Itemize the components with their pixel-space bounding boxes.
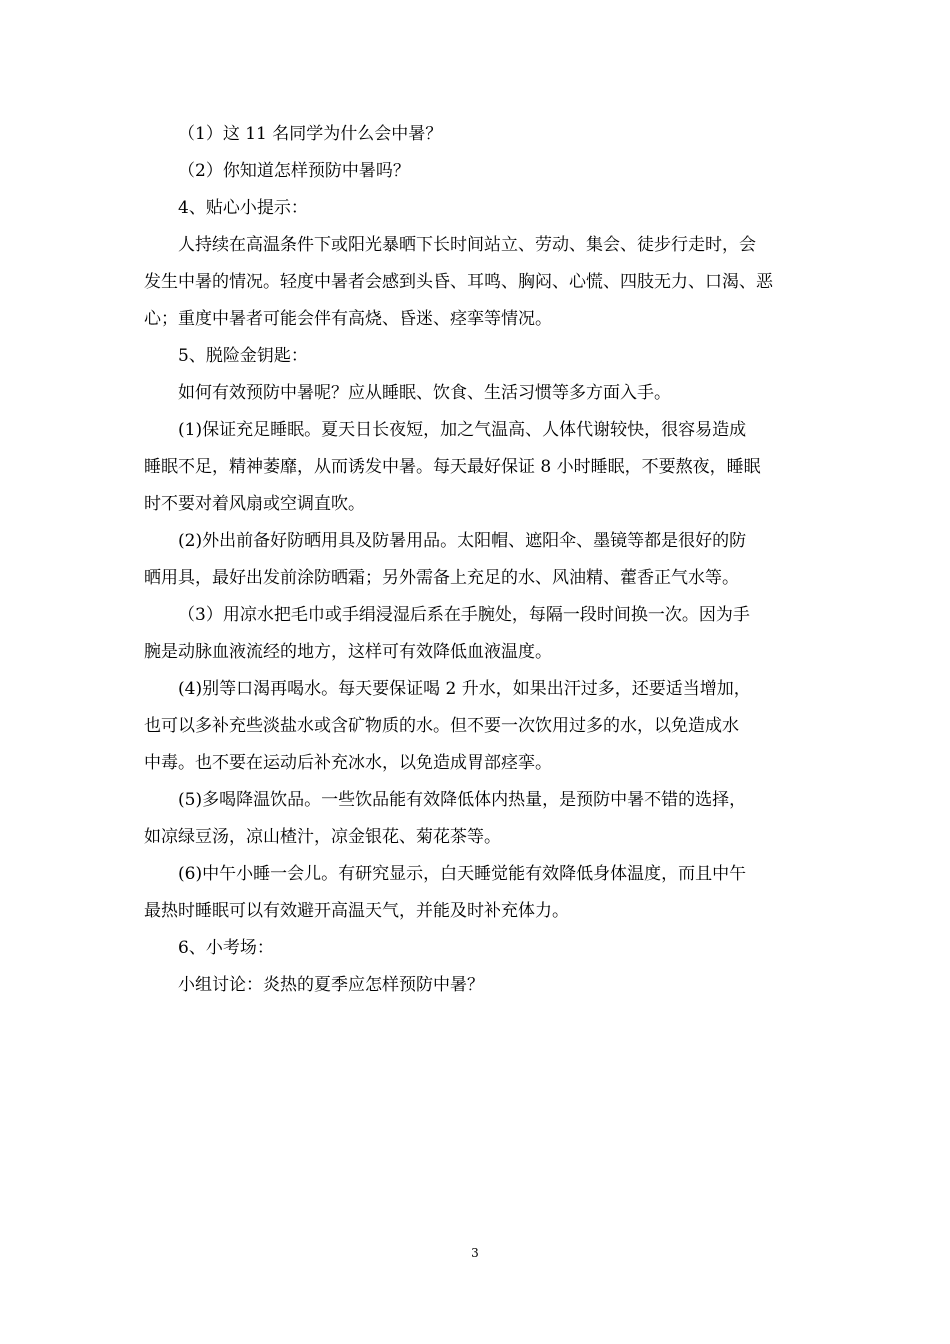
prevention-intro: 如何有效预防中暑呢？应从睡眠、饮食、生活习惯等多方面入手。 bbox=[178, 383, 671, 403]
discussion-prompt: 小组讨论：炎热的夏季应怎样预防中暑？ bbox=[178, 975, 484, 995]
prevention-item-6: (6)中午小睡一会儿。有研究显示，白天睡觉能有效降低身体温度，而且中午 最热时睡眠可以有效避开高温天气，并能及时补充体力。 bbox=[144, 864, 747, 921]
section-5-heading: 5、脱险金钥匙： bbox=[178, 346, 308, 366]
section-6-heading: 6、小考场： bbox=[178, 938, 274, 958]
page-number: 3 bbox=[471, 1246, 479, 1260]
question-2: （2）你知道怎样预防中暑吗？ bbox=[178, 161, 410, 181]
prevention-item-2: (2)外出前备好防晒用具及防暑用品。太阳帽、遮阳伞、墨镜等都是很好的防 晒用具，最好出发前涂防晒霜；另外需备上充足的水、风油精、藿香正气水等。 bbox=[144, 531, 747, 588]
prevention-item-5: (5)多喝降温饮品。一些饮品能有效降低体内热量，是预防中暑不错的选择， 如凉绿豆汤，凉山楂汁，凉金银花、菊花茶等。 bbox=[144, 790, 747, 847]
prevention-item-3: （3）用凉水把毛巾或手绢浸湿后系在手腕处，每隔一段时间换一次。因为手 腕是动脉血液流经的地方，这样可有效降低血液温度。 bbox=[144, 605, 750, 662]
prevention-item-4: (4)别等口渴再喝水。每天要保证喝 2 升水，如果出汗过多，还要适当增加， 也可以多补充些淡盐水或含矿物质的水。但不要一次饮用过多的水，以免造成水 中毒。也不要在运动后补充冰水，以免造成胃部痉挛。 bbox=[144, 679, 751, 773]
prevention-item-1: (1)保证充足睡眠。夏天日长夜短，加之气温高、人体代谢较快，很容易造成 睡眠不足，精神萎靡，从而诱发中暑。每天最好保证 8 小时睡眠，不要熬夜，睡眠 时不要对着风扇或空调直吹。 bbox=[144, 420, 761, 514]
tips-paragraph: 人持续在高温条件下或阳光暴晒下长时间站立、劳动、集会、徒步行走时，会 发生中暑的情况。轻度中暑者会感到头昏、耳鸣、胸闷、心慌、四肢无力、口渴、恶 心；重度中暑者可能会伴有高烧、昏迷、痉挛等情况。 bbox=[144, 235, 773, 329]
document-body bbox=[144, 116, 814, 1004]
section-4-heading: 4、贴心小提示： bbox=[178, 198, 308, 218]
question-1: （1）这 11 名同学为什么会中暑？ bbox=[178, 124, 443, 144]
